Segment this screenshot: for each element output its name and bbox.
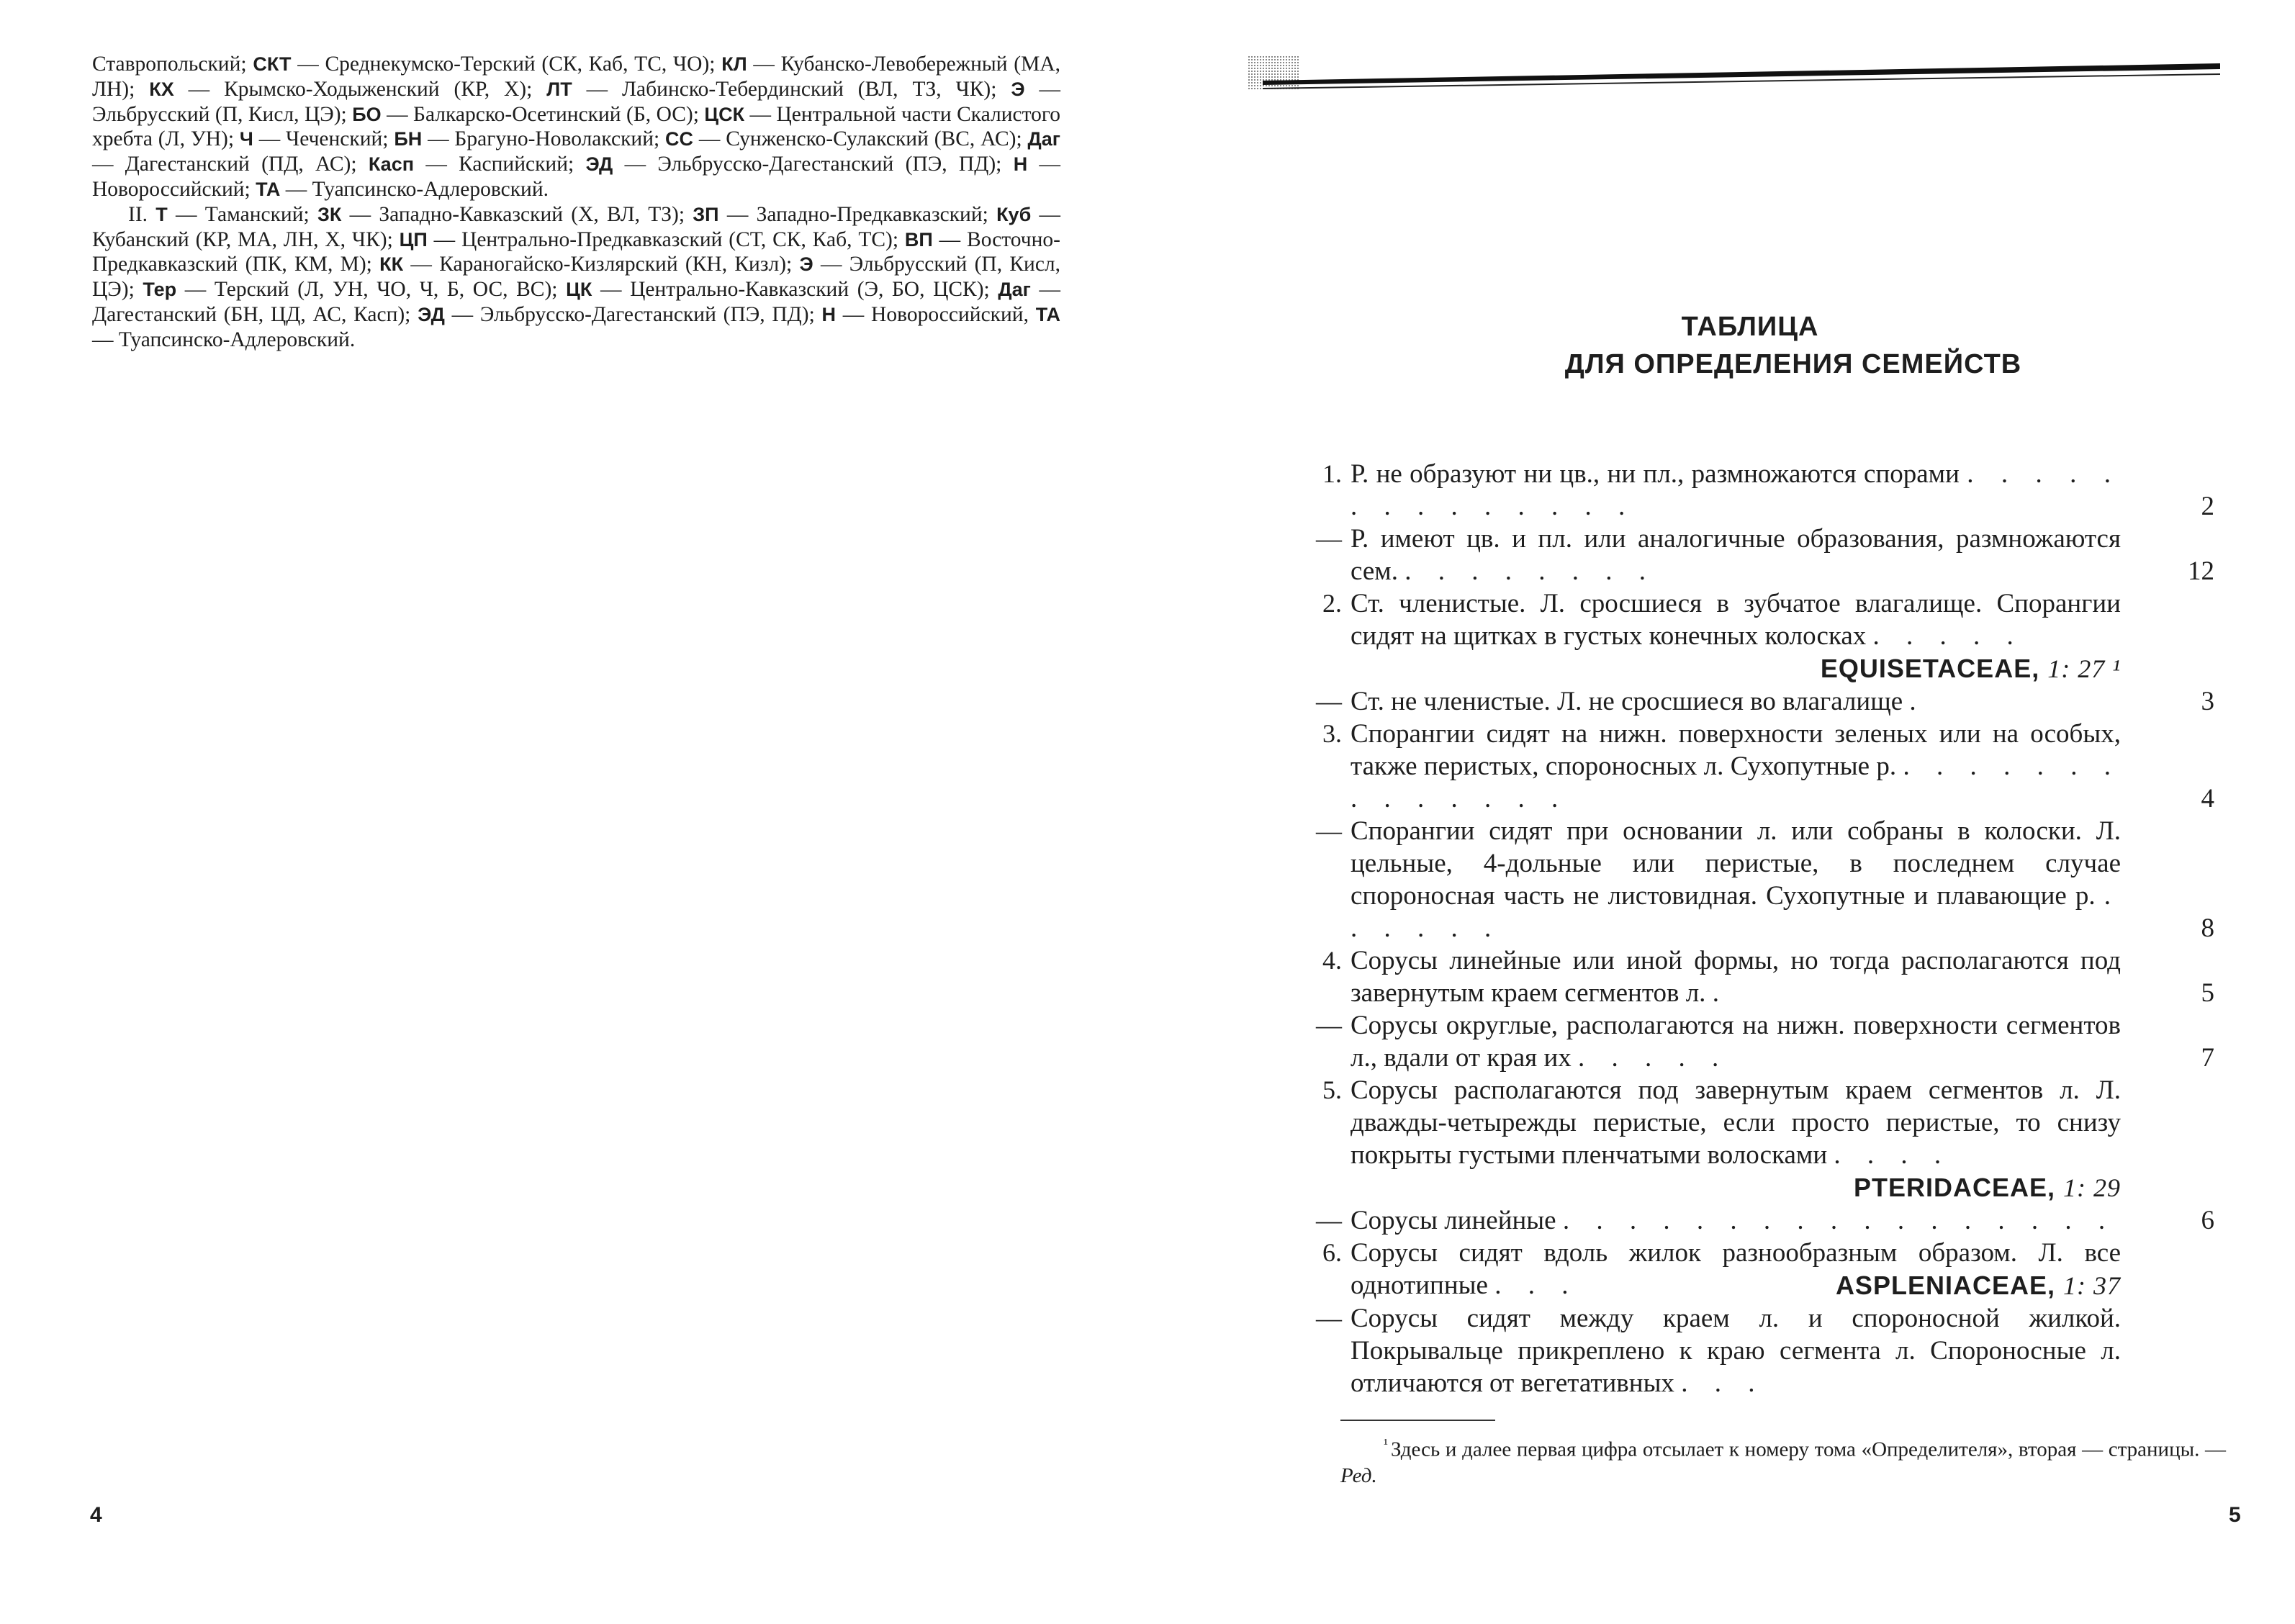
header-ornament-rule	[1248, 56, 2220, 91]
region-code: ТА	[256, 178, 281, 200]
region-code: БО	[352, 103, 382, 125]
family-page: : 29	[2077, 1173, 2121, 1202]
family-name	[1854, 1171, 2121, 1204]
region-description: Ставропольский;	[92, 53, 253, 76]
key-entry-lead: 2	[2201, 492, 2214, 521]
leader-dots: . . . . .	[1578, 1043, 1729, 1073]
key-entry-description: Сорусы линейные	[1351, 1206, 1556, 1235]
region-code: ВП	[904, 228, 933, 251]
region-code: ЭД	[418, 303, 445, 325]
region-description: — Каспийский;	[414, 153, 586, 176]
key-entry-text	[1351, 1204, 2121, 1237]
identification-key	[1263, 458, 2213, 1399]
key-entry-number: 6.	[1322, 1238, 1342, 1267]
region-code: СКТ	[253, 53, 292, 75]
key-entry-number: —	[1316, 1011, 1342, 1039]
region-code: ЗК	[317, 203, 342, 225]
region-description: — Эльбрусский (П, Кисл, ЦЭ);	[92, 253, 1061, 302]
region-description: — Сунженско-Сулакский (ВС, АС);	[693, 127, 1028, 151]
family-page: : 37	[2077, 1271, 2121, 1300]
key-entry	[1263, 523, 2213, 587]
region-description: — Эльбрусский (П, Кисл, ЦЭ);	[92, 77, 1061, 126]
region-description: — Дагестанский (ПД, АС);	[92, 153, 369, 176]
region-code: Н	[821, 303, 837, 325]
key-entry-text	[1351, 1237, 2121, 1302]
key-entry-description: Сорусы сидят между краем л. и спороносной жилкой. Покрывальце прикреплено к краю сегмента л. Спороносные л. отличаются от вегетативных	[1351, 1304, 2121, 1398]
key-entry	[1263, 815, 2213, 944]
footnote-text: Здесь и далее первая цифра отсылает к номеру тома «Определителя», вторая — страницы. —	[1391, 1438, 2226, 1461]
family-latin-name: ASPLENIACEAE,	[1835, 1271, 2055, 1300]
key-entry-number: 3.	[1322, 719, 1342, 748]
region-code: Т	[155, 203, 168, 225]
region-code: ЦСК	[704, 103, 745, 125]
footnote-divider	[1340, 1420, 1495, 1421]
key-entry-text	[1351, 685, 2121, 718]
region-code: Н	[1013, 153, 1028, 176]
key-entry-lead: 7	[2201, 1043, 2214, 1073]
footnote-signature: Ред.	[1340, 1463, 1377, 1487]
key-entry	[1263, 1009, 2213, 1074]
key-entry	[1263, 1204, 2213, 1237]
region-description: — Кубанский (КР, МА, ЛН, Х, ЧК);	[92, 202, 1061, 251]
region-code: КЛ	[721, 53, 747, 75]
key-entry-number: 2.	[1322, 589, 1342, 618]
region-description: — Эльбрусско-Дагестанский (ПЭ, ПД);	[444, 302, 822, 326]
region-description: — Терский (Л, УН, ЧО, Ч, Б, ОС, ВС);	[176, 278, 567, 302]
key-entry-lead: 4	[2201, 784, 2214, 813]
region-description: — Восточно-Предкавказский (ПК, КМ, М);	[92, 227, 1060, 276]
region-description: — Центрально-Кавказский (Э, БО, ЦСК);	[592, 278, 998, 302]
region-code: ЭД	[585, 153, 613, 176]
region-description: — Дагестанский (БН, ЦД, АС, Касп);	[92, 278, 1060, 326]
region-description: — Эльбрусско-Дагестанский (ПЭ, ПД);	[613, 153, 1014, 176]
leader-dots: . . .	[1681, 1368, 1765, 1398]
family-volume: 1	[2063, 1173, 2077, 1202]
key-entry-text	[1351, 523, 2121, 587]
region-code: ТА	[1035, 303, 1060, 325]
key-entry-text	[1351, 1009, 2121, 1074]
region-code: СС	[665, 128, 694, 150]
region-description: II.	[128, 202, 156, 226]
family-latin-name: PTERIDACEAE,	[1853, 1173, 2055, 1202]
leader-dots: . . . . . .	[1351, 881, 2122, 943]
key-entry-number: —	[1316, 524, 1342, 553]
region-description: — Балкарско-Осетинский (Б, ОС);	[381, 102, 705, 126]
region-code: КК	[379, 253, 404, 276]
family-volume: 1	[2047, 654, 2062, 683]
region-description: — Крымско-Ходыженский (КР, Х);	[173, 77, 547, 101]
region-description: — Новороссийский,	[836, 302, 1036, 326]
family-page: : 27 ¹	[2061, 654, 2121, 683]
family-volume: 1	[2063, 1271, 2077, 1300]
key-entry-text	[1351, 458, 2121, 523]
region-code: Даг	[1027, 128, 1060, 150]
family-latin-name: EQUISETACEAE,	[1820, 654, 2040, 683]
key-entry-description: Спорангии сидят на нижн. поверхности зеленых или на особых, также перистых, спороносных л. Сухопутные р.	[1351, 719, 2121, 781]
region-description: — Лабинско-Тебердинский (ВЛ, ТЗ, ЧК);	[572, 77, 1011, 101]
key-entry-text	[1351, 944, 2121, 1009]
page-number-right: 5	[2229, 1503, 2241, 1527]
key-entry	[1263, 1237, 2213, 1302]
key-entry-description: Р. не образуют ни цв., ни пл., размножаются спорами	[1351, 459, 1960, 489]
key-entry	[1263, 458, 2213, 523]
region-description: — Центральной части Скалистого хребта (Л, УН);	[92, 102, 1060, 151]
region-description: — Западно-Кавказский (Х, ВЛ, ТЗ);	[341, 202, 693, 226]
key-entry-number: —	[1316, 816, 1342, 845]
key-entry-lead: 6	[2201, 1206, 2214, 1235]
abbreviation-paragraph	[92, 52, 1060, 202]
key-entry-text	[1351, 587, 2121, 685]
region-description: — Новороссийский;	[92, 153, 1060, 201]
region-code: Тер	[143, 279, 177, 301]
region-description: — Брагуно-Новолакский;	[422, 127, 666, 151]
leader-dots: . . . . .	[1872, 621, 2024, 651]
region-description: — Таманский;	[167, 202, 317, 226]
key-entry	[1263, 1302, 2213, 1399]
region-description: — Туапсинско-Адлеровский.	[280, 177, 549, 201]
leader-dots: . . . . . . . .	[1404, 556, 1656, 586]
family-name	[1821, 652, 2121, 685]
footnote	[1340, 1431, 2226, 1489]
leader-dots: . . . . . . . . . . . . . .	[1351, 459, 2122, 521]
region-code: Куб	[996, 203, 1032, 225]
key-entry-number: 4.	[1322, 946, 1342, 975]
footnote-mark: ¹	[1384, 1436, 1388, 1452]
region-description: — Караногайско-Кизлярский (КН, Кизл);	[403, 253, 800, 276]
key-entry-description: Сорусы округлые, располагаются на нижн. поверхности сегментов л., вдали от края их	[1351, 1011, 2121, 1073]
region-code: ЛТ	[546, 78, 572, 100]
key-entry	[1263, 587, 2213, 685]
right-page	[1148, 0, 2295, 1624]
title-line-1: ТАБЛИЦА	[1681, 312, 1819, 342]
region-code: КХ	[149, 78, 174, 100]
region-description: — Кубанско-Левобережный (МА, ЛН);	[92, 53, 1061, 101]
key-entry-number: 1.	[1322, 459, 1342, 488]
region-description: — Среднекумско-Терский (СК, Каб, ТС, ЧО);	[291, 53, 722, 76]
key-entry	[1263, 1074, 2213, 1204]
key-entry-description: Ст. членистые. Л. сросшиеся в зубчатое влагалище. Спорангии сидят на щитках в густых конечных колосках	[1351, 589, 2121, 651]
key-entry-description: Сорусы располагаются под завернутым краем сегментов л. Л. дважды-четырежды перистые, если просто перистые, то снизу покрыты густыми пленчатыми волосками	[1351, 1075, 2121, 1170]
region-description: — Туапсинско-Адлеровский.	[92, 328, 356, 351]
key-entry	[1263, 718, 2213, 815]
region-code: Даг	[998, 279, 1031, 301]
key-entry-description: Ст. не членистые. Л. не сросшиеся во влагалище	[1351, 687, 1903, 716]
region-code: БН	[394, 128, 423, 150]
key-entry-text	[1351, 815, 2121, 944]
region-code: Касп	[368, 153, 415, 176]
title-line-2: ДЛЯ ОПРЕДЕЛЕНИЯ СЕМЕЙСТВ	[1564, 349, 2022, 379]
key-entry-text	[1351, 1074, 2121, 1204]
abbreviation-paragraph	[92, 202, 1060, 353]
leader-dots: . . . .	[1834, 1140, 1952, 1170]
key-entry-lead: 12	[2188, 556, 2214, 586]
key-entry-description: Сорусы линейные или иной формы, но тогда располагаются под завернутым краем сегментов л.	[1351, 946, 2121, 1008]
region-description: — Центрально-Предкавказский (СТ, СК, Каб, ТС);	[427, 227, 905, 251]
key-entry	[1263, 685, 2213, 718]
region-description: — Чеченский;	[253, 127, 394, 151]
table-title	[1148, 308, 2295, 383]
key-entry-number: —	[1316, 1304, 1342, 1332]
leader-dots: . . .	[1494, 1271, 1579, 1300]
region-code: Э	[1011, 78, 1025, 100]
key-entry-number: 5.	[1322, 1075, 1342, 1104]
leader-dots: . . . . . . . . . . . . . .	[1351, 752, 2122, 813]
key-entry-number: —	[1316, 1206, 1342, 1235]
family-name	[1836, 1269, 2121, 1302]
region-code: ЗП	[693, 203, 719, 225]
leader-dots: .	[1712, 978, 1729, 1008]
key-entry-lead: 8	[2201, 914, 2214, 943]
key-entry-description: Р. имеют цв. и пл. или аналогичные образования, размножаются сем.	[1351, 524, 2121, 586]
region-description: — Западно-Предкавказский;	[718, 202, 997, 226]
leader-dots: .	[1909, 687, 1926, 716]
key-entry	[1263, 944, 2213, 1009]
region-code: Э	[799, 253, 813, 276]
key-entry-text	[1351, 1302, 2121, 1399]
key-entry-text	[1351, 718, 2121, 815]
key-entry-lead: 3	[2201, 687, 2214, 716]
region-code: ЦК	[566, 279, 592, 301]
key-entry-description: Сорусы сидят вдоль жилок разнообразным образом. Л. все однотипные	[1351, 1238, 2121, 1300]
leader-dots: . . . . . . . . . . . . . . . . .	[1562, 1206, 2116, 1235]
region-code: Ч	[239, 128, 253, 150]
key-entry-lead: 5	[2201, 978, 2214, 1008]
page-number-left: 4	[90, 1503, 102, 1527]
key-entry-description: Спорангии сидят при основании л. или собраны в колоски. Л. цельные, 4-дольные или перистые, в последнем случае спороносная часть не листовидная. Сухопутные и плавающие р.	[1351, 816, 2121, 911]
region-abbreviations	[92, 52, 1060, 353]
region-code: ЦП	[399, 228, 428, 251]
key-entry-number: —	[1316, 687, 1342, 716]
